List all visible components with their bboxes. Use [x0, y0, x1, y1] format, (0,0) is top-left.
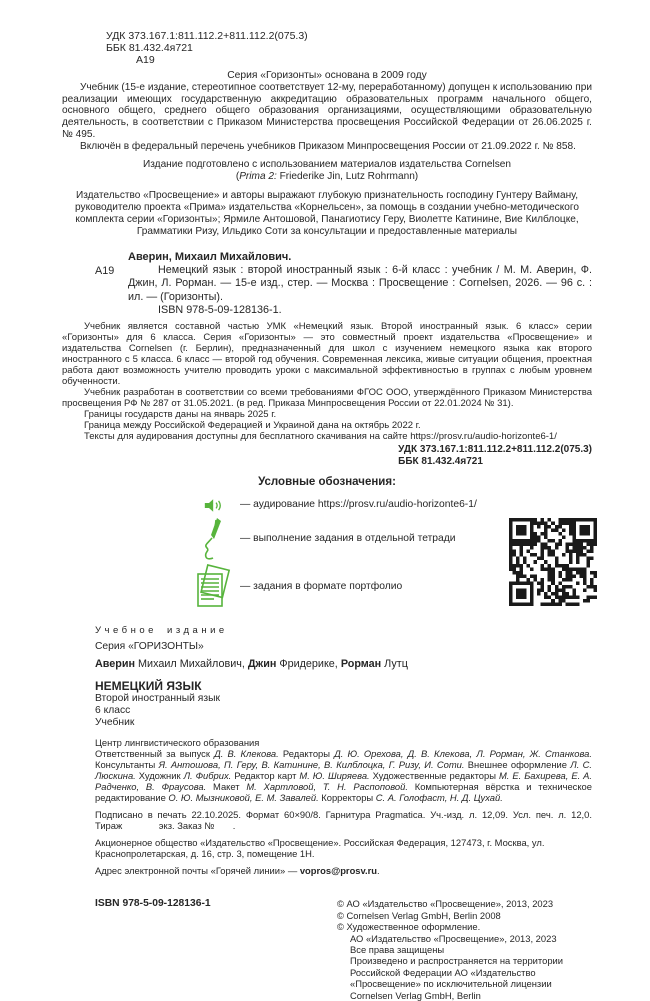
copyright-block — [337, 898, 592, 1001]
qr-code — [509, 518, 597, 606]
classification-codes — [106, 30, 592, 66]
pen-icon — [188, 517, 240, 561]
imprint-authors: Аверин Михаил Михайлович, Джин Фридерике, Рорман Лутц — [95, 658, 408, 671]
copyright-line: АО «Издательство «Просвещение», 2013, 2023 — [350, 932, 557, 944]
book-subtitle-grade: 6 класс — [95, 704, 131, 716]
federal-list-note: Включён в федеральный перечень учебников Приказом Минпросвещения России от 21.09.2022 г. № 858. — [80, 140, 576, 152]
cornelsen-credit: (Prima 2: Friederike Jin, Lutz Rohrmann) — [235, 171, 419, 183]
catalog-author-heading: Аверин, Михаил Михайлович. — [128, 251, 292, 264]
isbn-bottom: ISBN 978-5-09-128136-1 — [95, 898, 211, 910]
copyright-line: «Просвещение» по исключительной лицензии — [350, 978, 552, 990]
copyright-line: Cornelsen Verlag GmbH, Berlin — [350, 989, 481, 1001]
gratitude-paragraph: Издательство «Просвещение» и авторы выражают глубокую признательность господину Гунтеру Вайману, руководителю проекта «Прима» издательства «Корнельсен», за помощь в создании учебно-методического комплекта серии «Горизонты»; Ярмиле Антошовой, Панагиотису Геру, Виолетте Катинине, Вие Килблоцке, Грамматики Ризу, Ильдико Соти за консультации и предоставленные материалы — [75, 190, 579, 238]
credits-block — [95, 737, 592, 876]
series-founded-note: Серия «Горизонты» основана в 2009 году — [227, 70, 427, 81]
bbk-code-bottom: ББК 81.432.4я721 — [398, 455, 483, 467]
footer — [62, 898, 592, 1001]
imprint-block — [95, 625, 592, 728]
publisher-address: Акционерное общество «Издательство «Просвещение». Российская Федерация, 127473, г. Москва, ул. Краснопролетарская, д. 16, стр. 3, помещение 1Н. — [95, 837, 545, 860]
catalog-card — [62, 251, 592, 317]
copyright-line: © АО «Издательство «Просвещение», 2013, 2023 — [337, 898, 554, 910]
linguistic-center-label: Центр лингвистического образования — [95, 737, 260, 749]
copyright-line: © Cornelsen Verlag GmbH, Berlin 2008 — [337, 909, 501, 921]
cornelsen-note-block — [62, 159, 592, 183]
approval-paragraph: Учебник (15-е издание, стереотипное соответствует 12-му, переработанному) допущен к использованию при реализации имеющих государственную аккредитацию образовательных программ начального общего, основного общего, среднего общего образования организациями, осуществляющими образовательную деятельность, в соответствии с Приказом Министерства просвещения Российской Федерации от 26.06.2025 г. № 495. — [62, 82, 592, 140]
catalog-isbn: ISBN 978-5-09-128136-1. — [158, 303, 282, 316]
portfolio-icon — [188, 564, 240, 610]
book-subtitle-type: Учебник — [95, 716, 135, 728]
legend-item-audio — [188, 493, 592, 517]
imprint-series: Серия «ГОРИЗОНТЫ» — [95, 641, 204, 653]
speaker-icon — [188, 498, 240, 513]
hotline-email-line: Адрес электронной почты «Горячей линии» — vopros@prosv.ru. — [95, 865, 380, 877]
copyright-line: Произведено и распространяется на территории — [350, 955, 564, 967]
copyright-line: Российской Федерации АО «Издательство — [350, 966, 536, 978]
udk-code: УДК 373.167.1:811.112.2+811.112.2(075.3) — [106, 30, 308, 42]
audio-download-note: Тексты для аудирования доступны для бесплатного скачивания на сайте https://prosv.ru/audio-horizonte6-1/ — [84, 431, 557, 443]
annotation-umk: Учебник является составной частью УМК «Немецкий язык. Второй иностранный язык. 6 класс» серии «Горизонты» для 6 класса. Серия «Горизонты» — это совместный проект издательства «Просвещение» и издательства Cornelsen (г. Берлин), предназначенный для школ с изучением немецкого языка как второго иностранного с 5 класса. 6 класс — второй год обучения. Современная лексика, живые ситуации общения, проектная работа дают возможность учителю проводить уроки с максимальной эффективностью в группах с любым уровнем обученности. — [62, 321, 592, 388]
author-sign-code: А19 — [136, 54, 155, 66]
catalog-author-code: А19 — [95, 265, 115, 278]
annotation-fgos: Учебник разработан в соответствии со всеми требованиями ФГОС ООО, утверждённого Приказом Министерства просвещения РФ № 287 от 31.05.2021. (в ред. Приказа Минпросвещения России от 22.01.2024 № 31). — [62, 387, 592, 410]
udk-code-bottom: УДК 373.167.1:811.112.2+811.112.2(075.3) — [398, 444, 592, 456]
borders-note-2: Граница между Российской Федерацией и Украиной дана на октябрь 2022 г. — [84, 420, 421, 432]
staff-credits: Ответственный за выпуск Д. В. Клекова. Редакторы Д. Ю. Орехова, Д. В. Клекова, Л. Рорман, Ж. Станкова. Консультанты Я. Антошова, П. Геру, В. Катинине, В. Килблоцка, Г. Ризу, И. Соти. Внешнее оформление Л. С. Люскина. Художник Л. Фибрих. Редактор карт М. Ю. Ширяева. Художественные редакторы М. Е. Бахирева, Е. А. Радченко, В. Фраусова. Макет М. Хартловой, Т. Н. Распоповой. Компьютерная вёрстка и техническое редактирование О. Ю. Мызниковой, Е. М. Завалей. Корректоры С. А. Голофаст, Н. Д. Цухай. — [95, 748, 593, 804]
copyright-line: Все права защищены — [350, 944, 445, 956]
book-title: НЕМЕЦКИЙ ЯЗЫК — [95, 679, 202, 694]
borders-note-1: Границы государств даны на январь 2025 г. — [84, 409, 277, 421]
cornelsen-note: Издание подготовлено с использованием материалов издательства Cornelsen — [143, 159, 511, 171]
legend-title: Условные обозначения: — [258, 476, 396, 489]
legend-label-portfolio: — задания в формате портфолио — [240, 581, 403, 593]
print-info: Подписано в печать 22.10.2025. Формат 60×90/8. Гарнитура Pragmatica. Уч.-изд. л. 12,09. Усл. печ. л. 12,0. Тираж экз. Заказ № . — [95, 809, 592, 832]
edition-type-label: Учебное издание — [95, 625, 228, 637]
legend-label-notebook: — выполнение задания в отдельной тетради — [240, 533, 456, 545]
bbk-code: ББК 81.432.4я721 — [106, 42, 193, 54]
copyright-line: © Художественное оформление. — [337, 921, 481, 933]
classification-codes-bottom — [398, 444, 592, 467]
catalog-description: Немецкий язык : второй иностранный язык : 6-й класс : учебник / М. М. Аверин, Ф. Джин, Л. Рорман. — 15-е изд., стер. — Москва : Просвещение : Cornelsen, 2026. — 96 с. : ил. — (Горизонты). — [128, 264, 592, 303]
book-subtitle-language: Второй иностранный язык — [95, 693, 220, 705]
legend-label-audio: — аудирование https://prosv.ru/audio-horizonte6-1/ — [240, 499, 477, 511]
